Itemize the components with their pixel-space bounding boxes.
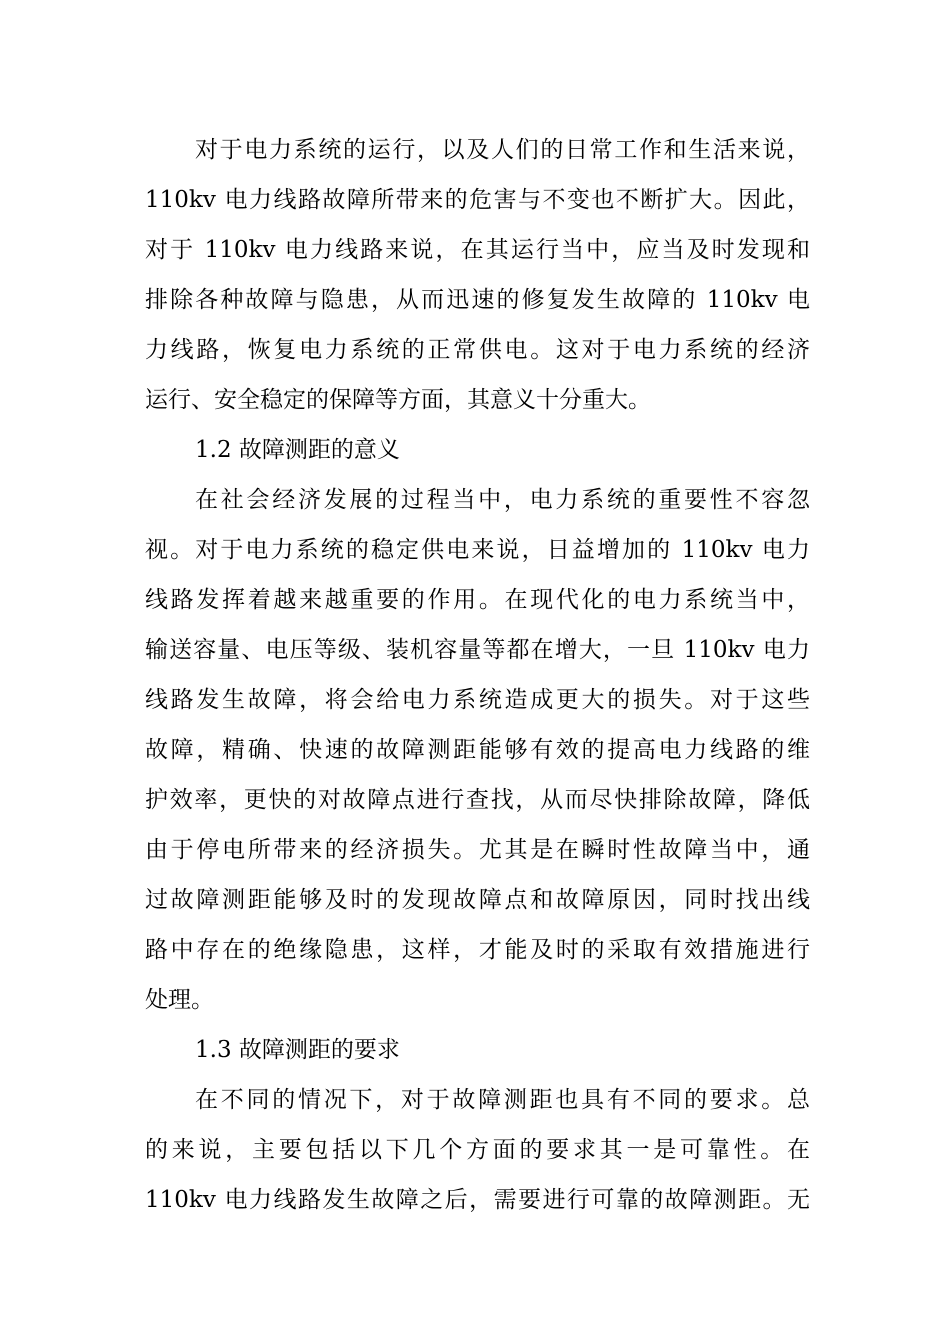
paragraph-2-line-8: 由于停电所带来的经济损失。尤其是在瞬时性故障当中，通: [145, 837, 810, 863]
paragraph-1-line-4: 排除各种故障与隐患，从而迅速的修复发生故障的 110kv 电: [145, 287, 810, 313]
section-heading-1-2: 1.2 故障测距的意义: [195, 437, 400, 463]
paragraph-2-line-5: 线路发生故障，将会给电力系统造成更大的损失。对于这些: [145, 687, 810, 713]
paragraph-1-line-5: 力线路，恢复电力系统的正常供电。这对于电力系统的经济: [145, 337, 810, 363]
paragraph-3-line-2: 的来说，主要包括以下几个方面的要求其一是可靠性。在: [145, 1137, 810, 1163]
paragraph-1-line-6: 运行、安全稳定的保障等方面，其意义十分重大。: [145, 387, 651, 413]
paragraph-2-line-4: 输送容量、电压等级、装机容量等都在增大，一旦 110kv 电力: [145, 637, 810, 663]
paragraph-2-line-2: 视。对于电力系统的稳定供电来说，日益增加的 110kv 电力: [145, 537, 810, 563]
paragraph-1-line-3: 对于 110kv 电力线路来说，在其运行当中，应当及时发现和: [145, 237, 810, 263]
paragraph-3-line-1: 在不同的情况下，对于故障测距也具有不同的要求。总: [195, 1087, 810, 1113]
paragraph-2-line-3: 线路发挥着越来越重要的作用。在现代化的电力系统当中，: [145, 587, 810, 613]
paragraph-2-line-9: 过故障测距能够及时的发现故障点和故障原因，同时找出线: [145, 887, 810, 913]
paragraph-2-line-1: 在社会经济发展的过程当中，电力系统的重要性不容忽: [195, 487, 810, 513]
paragraph-1-line-1: 对于电力系统的运行，以及人们的日常工作和生活来说，: [195, 137, 810, 163]
paragraph-2-line-10: 路中存在的绝缘隐患，这样，才能及时的采取有效措施进行: [145, 937, 810, 963]
section-heading-1-3: 1.3 故障测距的要求: [195, 1037, 400, 1063]
paragraph-3-line-3: 110kv 电力线路发生故障之后，需要进行可靠的故障测距。无: [145, 1187, 810, 1213]
paragraph-2-line-6: 故障，精确、快速的故障测距能够有效的提高电力线路的维: [145, 737, 810, 763]
paragraph-2-line-11: 处理。: [145, 987, 214, 1013]
paragraph-1-line-2: 110kv 电力线路故障所带来的危害与不变也不断扩大。因此，: [145, 187, 810, 213]
paragraph-2-line-7: 护效率，更快的对故障点进行查找，从而尽快排除故障，降低: [145, 787, 810, 813]
